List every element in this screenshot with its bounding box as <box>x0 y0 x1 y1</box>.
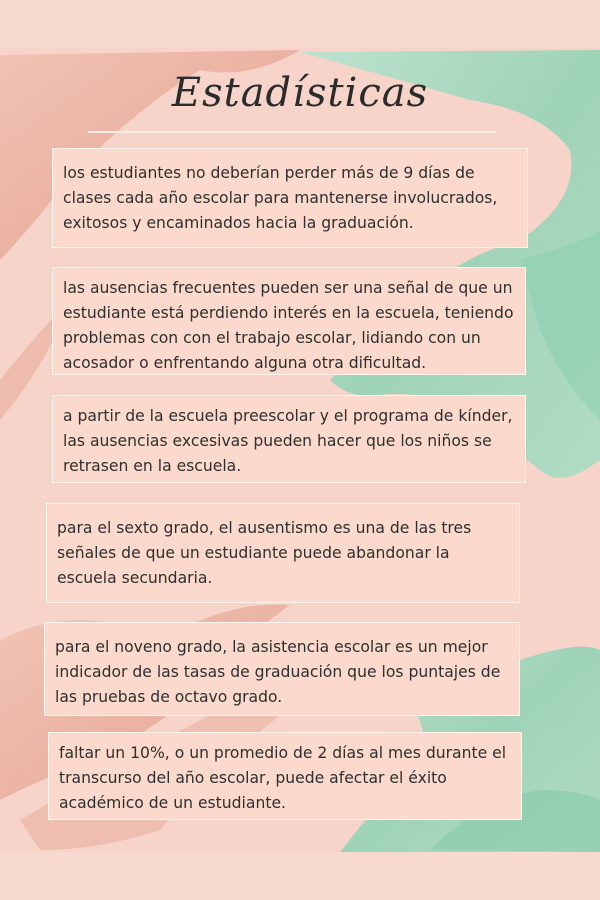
stat-text: faltar un 10%, o un promedio de 2 días al mes durante el transcurso del año escolar, puede afectar el éxito académico de un estudiante. <box>59 744 507 812</box>
stat-card <box>52 267 526 375</box>
stat-card <box>52 395 526 483</box>
stat-card <box>46 503 520 603</box>
stat-card <box>44 622 520 716</box>
page-title: Estadísticas <box>171 70 429 116</box>
stat-card <box>52 148 528 248</box>
stat-text: para el sexto grado, el ausentismo es una de las tres señales de que un estudiante puede abandonar la escuela secundaria. <box>57 519 472 587</box>
stat-text: a partir de la escuela preescolar y el programa de kínder, las ausencias excesivas pueden hacer que los niños se retrasen en la escuela. <box>63 407 513 475</box>
stat-text: para el noveno grado, la asistencia escolar es un mejor indicador de las tasas de graduación que los puntajes de las pruebas de octavo grado. <box>55 638 501 706</box>
title-underline <box>88 131 496 133</box>
stat-text: los estudiantes no deberían perder más de 9 días de clases cada año escolar para mantenerse involucrados, exitosos y encaminados hacia la graduación. <box>63 164 498 232</box>
stat-card <box>48 732 522 820</box>
stat-text: las ausencias frecuentes pueden ser una señal de que un estudiante está perdiendo interés en la escuela, teniendo problemas con con el trabajo escolar, lidiando con un acosador o enfrentando alguna otra dificultad. <box>63 279 514 372</box>
